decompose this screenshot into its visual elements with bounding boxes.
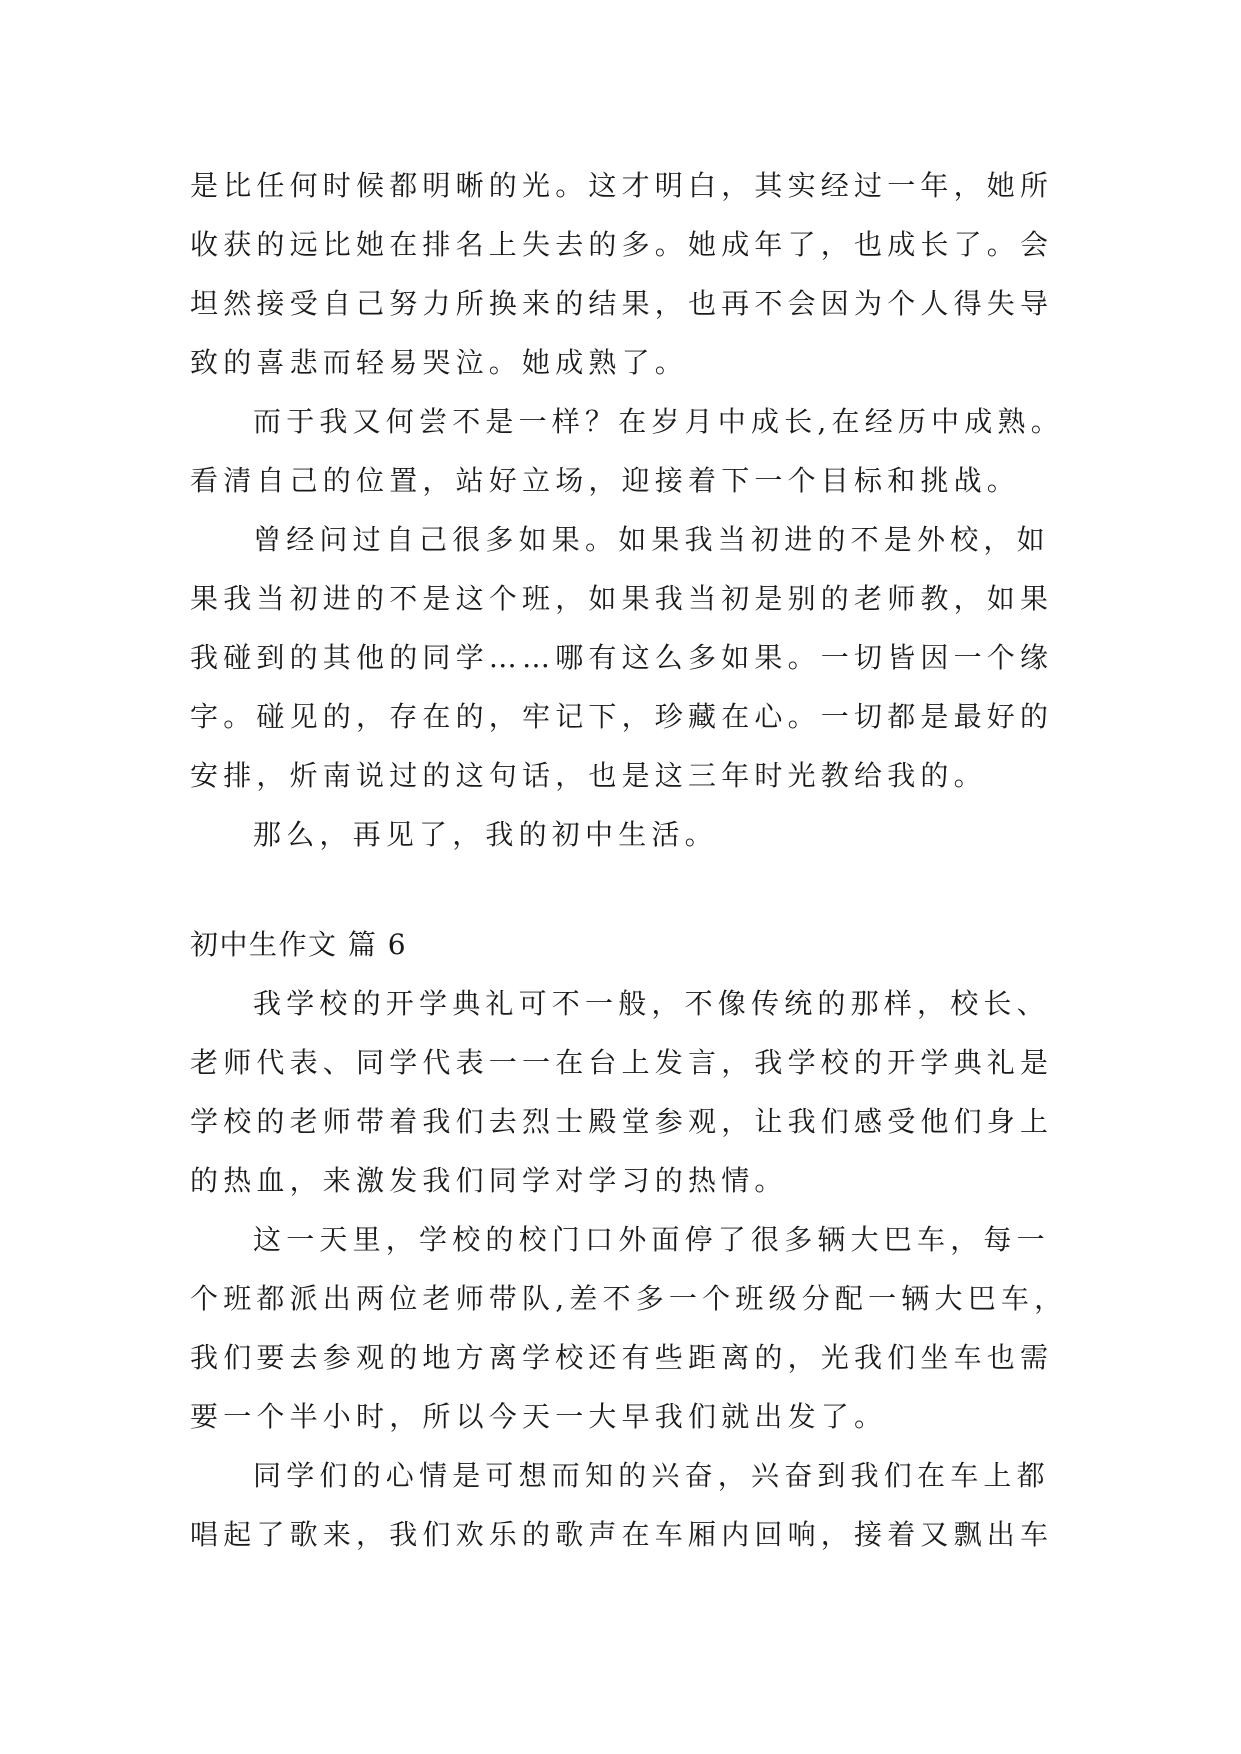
text-line: 唱起了歌来，我们欢乐的歌声在车厢内回响，接着又飘出车 bbox=[190, 1518, 1054, 1551]
paragraph-start-line: 而于我又何尝不是一样？在岁月中成长,在经历中成熟。 bbox=[253, 405, 1064, 438]
text-line: 的热血，来激发我们同学对学习的热情。 bbox=[190, 1164, 788, 1197]
text-line: 收获的远比她在排名上失去的多。她成年了，也成长了。会 bbox=[190, 228, 1054, 261]
text-line: 安排，炘南说过的这句话，也是这三年时光教给我的。 bbox=[190, 759, 987, 792]
text-line: 要一个半小时，所以今天一大早我们就出发了。 bbox=[190, 1400, 888, 1433]
paragraph-start-line: 曾经问过自己很多如果。如果我当初进的不是外校，如 bbox=[253, 523, 1050, 556]
text-line: 看清自己的位置，站好立场，迎接着下一个目标和挑战。 bbox=[190, 464, 1021, 497]
paragraph-start-line: 同学们的心情是可想而知的兴奋，兴奋到我们在车上都 bbox=[253, 1459, 1050, 1492]
text-line: 是比任何时候都明晰的光。这才明白，其实经过一年，她所 bbox=[190, 169, 1054, 202]
text-line: 个班都派出两位老师带队,差不多一个班级分配一辆大巴车， bbox=[190, 1282, 1068, 1315]
paragraph-start-line: 这一天里，学校的校门口外面停了很多辆大巴车，每一 bbox=[253, 1223, 1050, 1256]
paragraph-start-line: 那么，再见了，我的初中生活。 bbox=[253, 818, 718, 851]
text-line: 致的喜悲而轻易哭泣。她成熟了。 bbox=[190, 346, 689, 379]
text-line: 果我当初进的不是这个班，如果我当初是别的老师教，如果 bbox=[190, 582, 1054, 615]
text-line: 字。碰见的，存在的，牢记下，珍藏在心。一切都是最好的 bbox=[190, 700, 1054, 733]
text-line: 我碰到的其他的同学……哪有这么多如果。一切皆因一个缘 bbox=[190, 641, 1054, 674]
paragraph-start-line: 我学校的开学典礼可不一般，不像传统的那样，校长、 bbox=[253, 987, 1050, 1020]
text-line: 坦然接受自己努力所换来的结果，也再不会因为个人得失导 bbox=[190, 287, 1054, 320]
text-line: 我们要去参观的地方离学校还有些距离的，光我们坐车也需 bbox=[190, 1341, 1054, 1374]
section-heading: 初中生作文 篇 6 bbox=[190, 928, 408, 961]
text-line: 老师代表、同学代表一一在台上发言，我学校的开学典礼是 bbox=[190, 1046, 1054, 1079]
text-line: 学校的老师带着我们去烈士殿堂参观，让我们感受他们身上 bbox=[190, 1105, 1054, 1138]
